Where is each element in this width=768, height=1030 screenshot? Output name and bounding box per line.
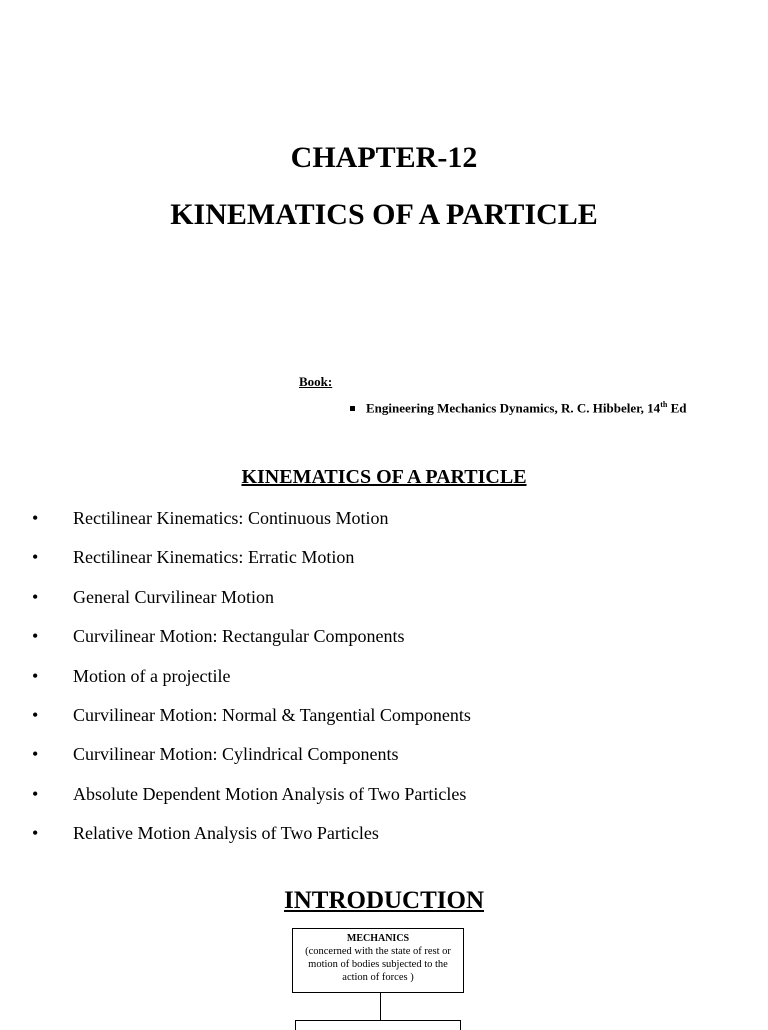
book-reference-tail: Ed [667,400,687,416]
topic-text: Curvilinear Motion: Cylindrical Components [73,744,399,765]
square-bullet-icon [350,406,355,411]
topics-heading: KINEMATICS OF A PARTICLE [241,466,527,488]
topic-text: General Curvilinear Motion [73,586,274,607]
mechanics-box-line: motion of bodies subjected to the [308,959,448,970]
topic-text: Rectilinear Kinematics: Continuous Motion [73,508,389,528]
chapter-number: CHAPTER-12 [290,141,478,174]
introduction-heading: INTRODUCTION [283,887,485,914]
bullet-icon: • [32,547,39,568]
mechanics-box [292,928,464,993]
bullet-icon: • [32,783,39,804]
bullet-icon: • [32,823,39,844]
bullet-icon: • [32,704,39,725]
book-reference-superscript: th [660,400,668,409]
bullet-icon: • [32,586,39,607]
bullet-icon: • [32,508,39,528]
book-label: Book: [299,374,333,389]
topic-text: Curvilinear Motion: Normal & Tangential Components [73,704,471,725]
chapter-title: KINEMATICS OF A PARTICLE [170,198,598,231]
mechanics-box-line: action of forces ) [342,972,414,983]
topic-text: Motion of a projectile [73,665,231,686]
bullet-icon: • [32,626,39,647]
book-reference [350,400,686,416]
topic-text: Relative Motion Analysis of Two Particles [73,823,379,844]
bullet-icon: • [32,665,39,686]
topic-text: Absolute Dependent Motion Analysis of Two Particles [73,783,467,804]
book-reference-main: Engineering Mechanics Dynamics, R. C. Hibbeler, 14 [366,400,661,416]
bullet-icon: • [32,744,39,765]
diagram-branch-box [295,1020,461,1030]
topic-text: Curvilinear Motion: Rectangular Components [73,626,405,647]
topic-text: Rectilinear Kinematics: Erratic Motion [73,547,355,568]
mechanics-box-line: (concerned with the state of rest or [305,946,451,957]
mechanics-box-title: MECHANICS [346,933,410,944]
diagram-connector-line [380,993,381,1021]
